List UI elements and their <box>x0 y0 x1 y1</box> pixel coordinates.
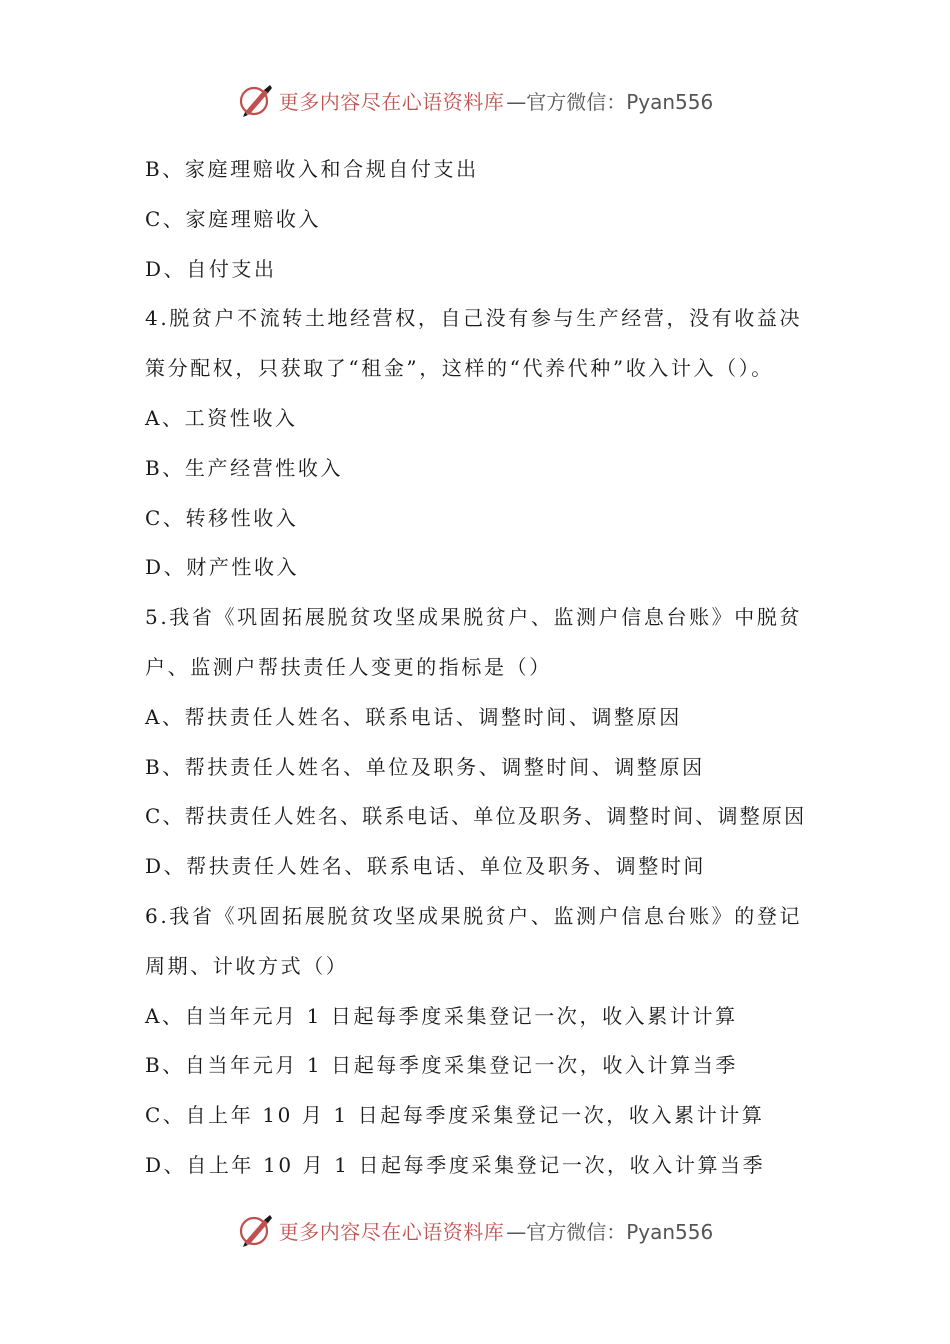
pen-logo-icon <box>237 82 273 118</box>
question-line: 5.我省《巩固拓展脱贫攻坚成果脱贫户、监测户信息台账》中脱贫 <box>145 605 803 630</box>
option-line: B、自当年元月 1 日起每季度采集登记一次，收入计算当季 <box>145 1053 738 1078</box>
option-line: A、自当年元月 1 日起每季度采集登记一次，收入累计计算 <box>145 1003 738 1028</box>
option-line: A、帮扶责任人姓名、联系电话、调整时间、调整原因 <box>145 704 682 729</box>
text-line: B、家庭理赔收入和合规自付支出 <box>145 157 479 181</box>
question-line: 4.脱贫户不流转土地经营权，自己没有参与生产经营，没有收益决 <box>145 306 803 331</box>
option-line: C、帮扶责任人姓名、联系电话、单位及职务、调整时间、调整原因 <box>145 804 807 829</box>
text-line: C、家庭理赔收入 <box>145 206 322 231</box>
header-banner <box>0 78 950 122</box>
question-line: 周期、计收方式（） <box>145 953 349 978</box>
option-line: C、转移性收入 <box>145 505 299 530</box>
option-line: D、财产性收入 <box>145 555 300 580</box>
option-line: B、生产经营性收入 <box>145 455 344 480</box>
pen-logo-icon <box>237 1212 273 1248</box>
option-line: D、帮扶责任人姓名、联系电话、单位及职务、调整时间 <box>145 854 707 879</box>
option-line: B、帮扶责任人姓名、单位及职务、调整时间、调整原因 <box>145 754 705 779</box>
option-line: D、自上年 10 月 1 日起每季度采集登记一次，收入计算当季 <box>145 1152 766 1177</box>
brand-text: 更多内容尽在心语资料库 <box>278 89 505 114</box>
brand-text: 更多内容尽在心语资料库 <box>278 1219 505 1244</box>
question-line: 户、监测户帮扶责任人变更的指标是（） <box>145 654 552 679</box>
document-body <box>145 145 815 1191</box>
option-line: A、工资性收入 <box>145 405 298 430</box>
option-line: C、自上年 10 月 1 日起每季度采集登记一次，收入累计计算 <box>145 1103 765 1128</box>
question-line: 6.我省《巩固拓展脱贫攻坚成果脱贫户、监测户信息台账》的登记 <box>145 903 803 928</box>
contact-text: —官方微信：Pyan556 <box>506 89 714 114</box>
text-line: D、自付支出 <box>145 256 277 281</box>
contact-text: —官方微信：Pyan556 <box>506 1219 714 1244</box>
footer-banner <box>0 1208 950 1252</box>
question-line: 策分配权，只获取了“租金”，这样的“代养代种”收入计入（）。 <box>145 356 774 381</box>
